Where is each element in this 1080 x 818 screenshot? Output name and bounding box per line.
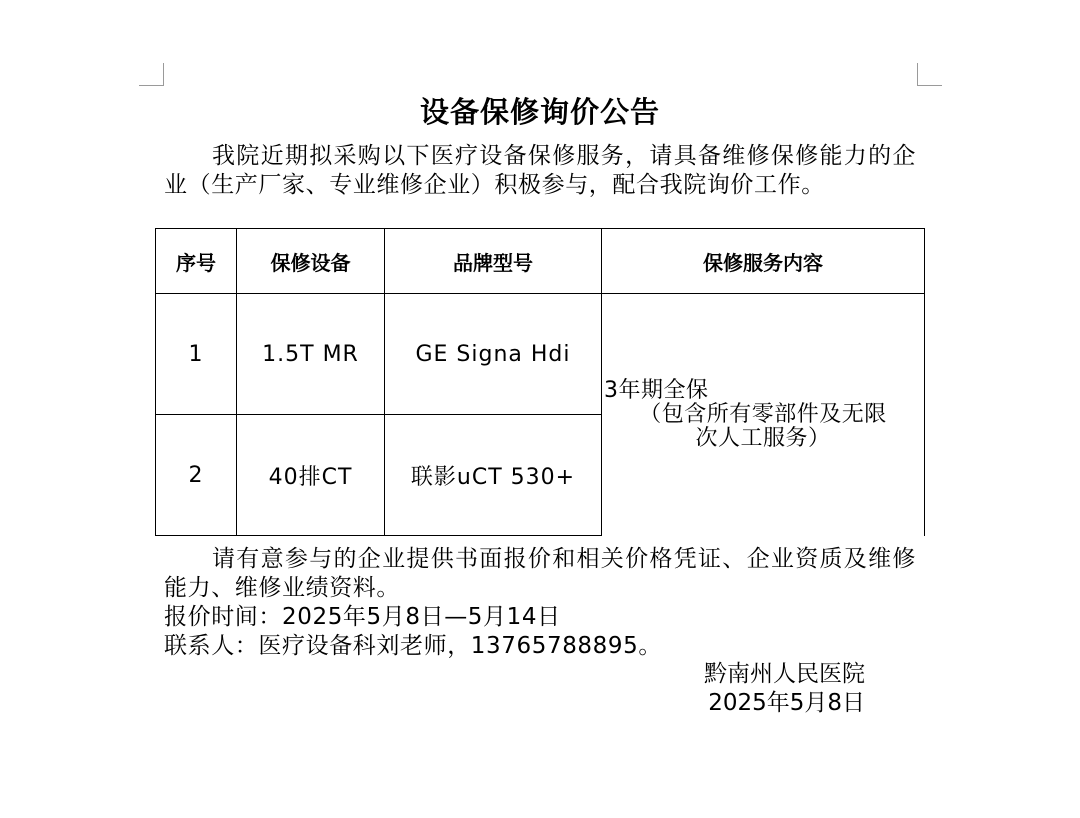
row-equipment: 40排CT [237, 415, 385, 536]
page-corner-mark-top-right [917, 63, 942, 86]
header-no: 序号 [156, 229, 237, 294]
service-content-cell [602, 294, 925, 536]
signature-date: 2025年5月8日 [708, 690, 865, 716]
table-header-row [156, 229, 925, 294]
quote-period: 报价时间：2025年5月8日—5月14日 [164, 604, 561, 630]
intro-paragraph: 我院近期拟采购以下医疗设备保修服务，请具备维修保修能力的企业（生产厂家、专业维修企业）积极参与，配合我院询价工作。 [164, 143, 916, 198]
header-equipment: 保修设备 [237, 229, 385, 294]
row-model: 联影uCT 530+ [385, 415, 602, 536]
row-no: 2 [156, 415, 237, 536]
document-title: 设备保修询价公告 [419, 95, 660, 129]
header-model: 品牌型号 [385, 229, 602, 294]
page-corner-mark-top-left [139, 63, 164, 86]
row-model: GE Signa Hdi [385, 294, 602, 415]
equipment-table [155, 228, 925, 536]
table-row [156, 294, 925, 415]
closing-paragraph: 请有意参与的企业提供书面报价和相关价格凭证、企业资质及维修能力、维修业绩资料。 [164, 546, 916, 601]
service-line-3: 次人工服务） [695, 425, 831, 451]
contact-line: 联系人：医疗设备科刘老师，13765788895。 [164, 633, 662, 659]
service-line-1: 3年期全保 [604, 377, 709, 403]
header-service: 保修服务内容 [602, 229, 925, 294]
service-line-2: （包含所有零部件及无限 [639, 401, 887, 427]
row-equipment: 1.5T MR [237, 294, 385, 415]
row-no: 1 [156, 294, 237, 415]
signature-organization: 黔南州人民医院 [704, 661, 865, 687]
